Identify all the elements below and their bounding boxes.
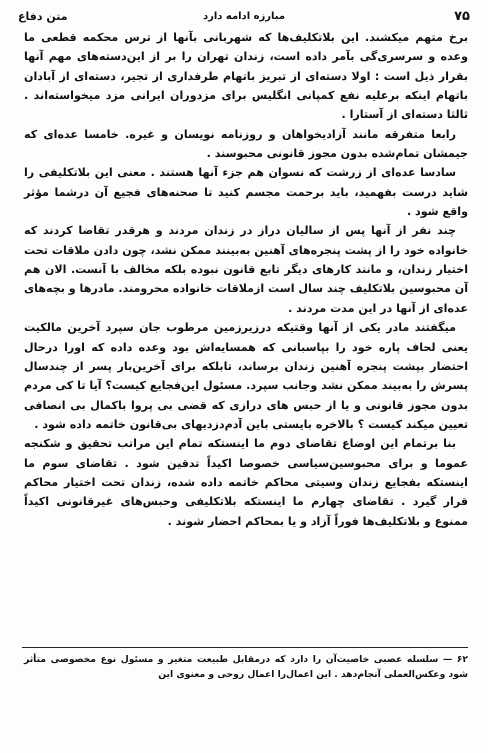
- running-title: مبارزه ادامه دارد: [202, 10, 286, 22]
- paragraph: رابعا متفرقه مانند آزادیخواهان و روزنامه نویسان و غیره. خامسا عده‌ای که جیمشان تمام‌شده بدون مجوز قانونی محبوسند .: [24, 127, 468, 161]
- footnote: ۶۲ — سلسله عصبی خاصیت‌آن را دارد که درمقابل طبیعت متغیر و مسئول نوع مخصوصی متأثر شود وعکس‌العملی آنجام‌دهد . این اعمال‌را اعمال روحی و معنوی این: [24, 654, 468, 680]
- section-label: متن دفاع: [18, 9, 68, 23]
- paragraph: سادسا عده‌ای از زرشت که نسوان هم جزء آنها هستند . معنی این بلاتکلیفی را شاید درست بفهمید، باید برحمت مجسم کنید تا صحنه‌های فجیع آن درشما مؤثر واقع شود .: [24, 166, 468, 219]
- paragraph: برخ متهم میکشند. این بلاتکلیف‌ها که شهربانی بآنها از ترس محکمه قطعی ما وعده و سرسری‌گی بآمر داده است، زندان تهران را بر از این‌دسته‌های مهم آنها بقرار ذیل است : اولا دسته‌ای از تبریز باتهام طرفداری از تجیر، دسته‌ای از آبادان باتهام اینکه برعلیه نفع کمپانی انگلیس برای مزدوران ایرانی مزد میخواسته‌اند . ثالثا دسته‌ای از آستارا .: [24, 31, 468, 122]
- footnote-divider: [22, 647, 468, 648]
- page-number: ۷۵: [454, 8, 470, 24]
- body-text: [24, 28, 468, 531]
- paragraph: بنا برتمام این اوضاع تقاضای دوم ما اینستکه تمام این مراتب تحقیق و شکنجه عموما و برای محبوسین‌سیاسی خصوصا اکیداً تدقین شود . تقاضای سوم ما اینستکه بفجایع زندان وسیتی محاکم خاتمه داده شده، زندان تحت اختیار محاکم قرار گیرد . تقاضای چهارم ما اینستکه بلاتکلیفی وحبس‌های غیرقانونی اکیداً ممنوع و بلاتکلیف‌ها فوراً آزاد و یا بمحاکم احضار شوند .: [24, 437, 468, 528]
- page-header: [18, 6, 470, 26]
- paragraph: چند نفر از آنها پس از سالیان دراز در زندان مردند و هرقدر تقاضا کردند که خانواده خود را از پشت پنجره‌های آهنین به‌بینند ممکن نشد، چون دادن ملاقات تحت اختیار زندان، و مانند کارهای دیگر تابع قانون نبوده بلکه مخالف با آنست. الان هم آن محبوسین بلاتکلیف چند سال است ازملاقات خانواده محرومند. مادرها و بچه‌های عده‌ای از آنها در این مدت مردند .: [24, 224, 468, 315]
- paragraph: میگفتند مادر یکی از آنها وقتیکه درزیرزمین مرطوب جان سپرد آخرین مالکیت یعنی لحاف پاره خود را بپاسبانی که همسایه‌اش بود وعده داده که اورا درحال احتضار بپشت پنجره آهنین زندان برساند، تابلکه برای آخرین‌بار پسر از چندسال پسرش را به‌بیند ممکن نشد وجانب سپرد. مسئول این‌فجایع کیست؟ آیا تا کی مردم بدون مجوز قانونی و یا از حبس های درازی که قضی بی پروا باکمال بی انصافی تعیین میکند کیست ؟ بالاخره بایستی باین آدم‌دزدیهای بی‌قانون خاتمه داده شود .: [24, 321, 468, 431]
